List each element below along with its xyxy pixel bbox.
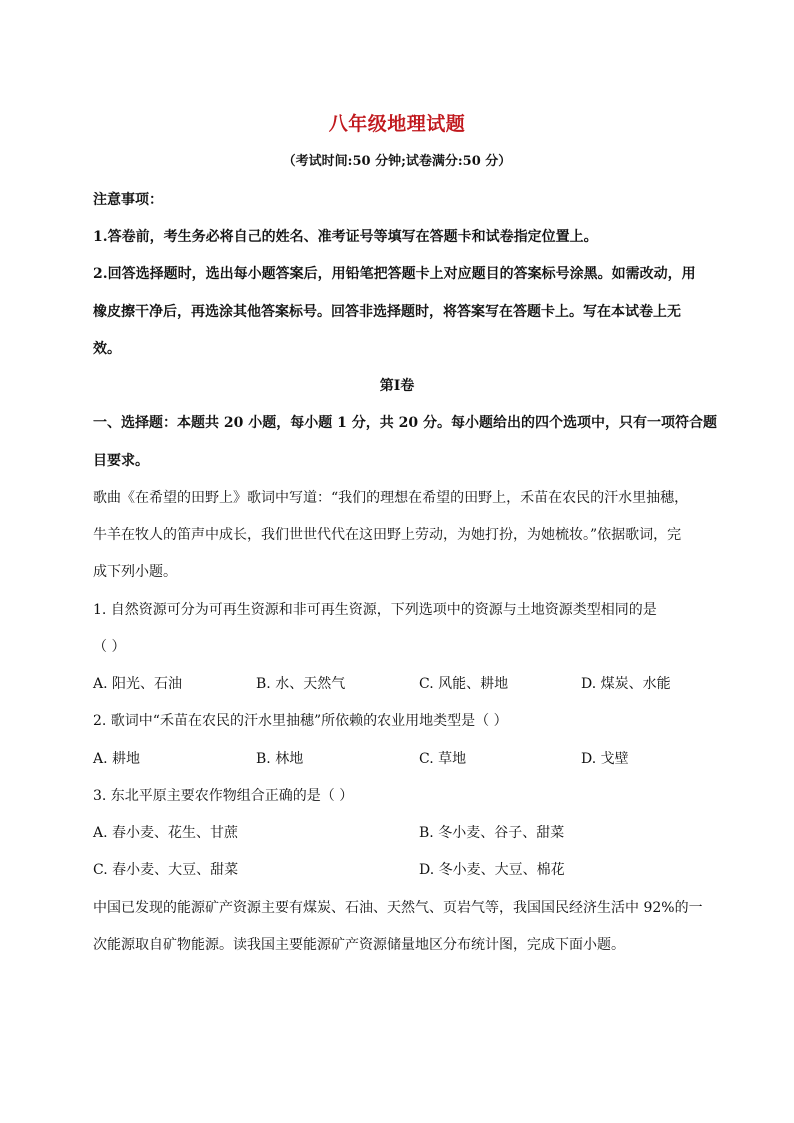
question-2-option-d: D. 戈壁 [581,751,629,767]
notice-item-2: 2.回答选择题时，选出每小题答案后，用铅笔把答题卡上对应题目的答案标号涂黑。如需改动，用 [93,266,696,282]
passage-1-line-1: 歌曲《在希望的田野上》歌词中写道：“我们的理想在希望的田野上，禾苗在农民的汗水里抽穗， [93,490,689,506]
question-3-option-b: B. 冬小麦、谷子、甜菜 [419,825,565,841]
question-2-option-a: A. 耕地 [93,751,141,767]
question-3-option-a: A. 春小麦、花生、甘蔗 [93,825,239,841]
section-instruction-cont: 目要求。 [93,453,149,469]
question-2-option-b: B. 林地 [256,751,304,767]
notice-item-2-cont: 橡皮擦干净后，再选涂其他答案标号。回答非选择题时，将答案写在答题卡上。写在本试卷上无 [93,304,681,320]
question-1-option-a: A. 阳光、石油 [93,676,183,692]
question-1-option-b: B. 水、天然气 [256,676,346,692]
question-1-option-d: D. 煤炭、水能 [581,676,671,692]
question-3-option-c: C. 春小麦、大豆、甜菜 [93,862,239,878]
question-3-stem: 3. 东北平原主要农作物组合正确的是（ ） [93,788,354,804]
question-1-stem-cont: （ ） [93,639,126,655]
question-1-stem: 1. 自然资源可分为可再生资源和非可再生资源，下列选项中的资源与土地资源类型相同的是 [93,602,657,618]
notice-heading: 注意事项： [93,192,163,208]
notice-item-1: 1.答卷前，考生务必将自己的姓名、准考证号等填写在答题卡和试卷指定位置上。 [93,229,598,245]
exam-subtitle: （考试时间:50 分钟;试卷满分:50 分） [282,154,512,169]
section-label: 第Ⅰ卷 [379,378,415,394]
exam-title: 八年级地理试题 [328,113,466,135]
notice-item-2-end: 效。 [93,341,121,357]
section-instruction: 一、选择题：本题共 20 小题，每小题 1 分，共 20 分。每小题给出的四个选项中，只有一项符合题 [93,415,717,431]
question-2-stem: 2. 歌词中“禾苗在农民的汗水里抽穗”所依赖的农业用地类型是（ ） [93,713,508,729]
question-3-option-d: D. 冬小麦、大豆、棉花 [419,862,565,878]
question-2-option-c: C. 草地 [419,751,467,767]
passage-1-line-2: 牛羊在牧人的笛声中成长，我们世世代代在这田野上劳动，为她打扮，为她梳妆。”依据歌词，完 [93,527,682,543]
question-1-option-c: C. 风能、耕地 [419,676,509,692]
passage-2-line-1: 中国已发现的能源矿产资源主要有煤炭、石油、天然气、页岩气等，我国国民经济生活中 92%的一 [93,900,703,916]
passage-1-line-3: 成下列小题。 [93,564,177,580]
passage-2-line-2: 次能源取自矿物能源。读我国主要能源矿产资源储量地区分布统计图，完成下面小题。 [93,937,625,953]
